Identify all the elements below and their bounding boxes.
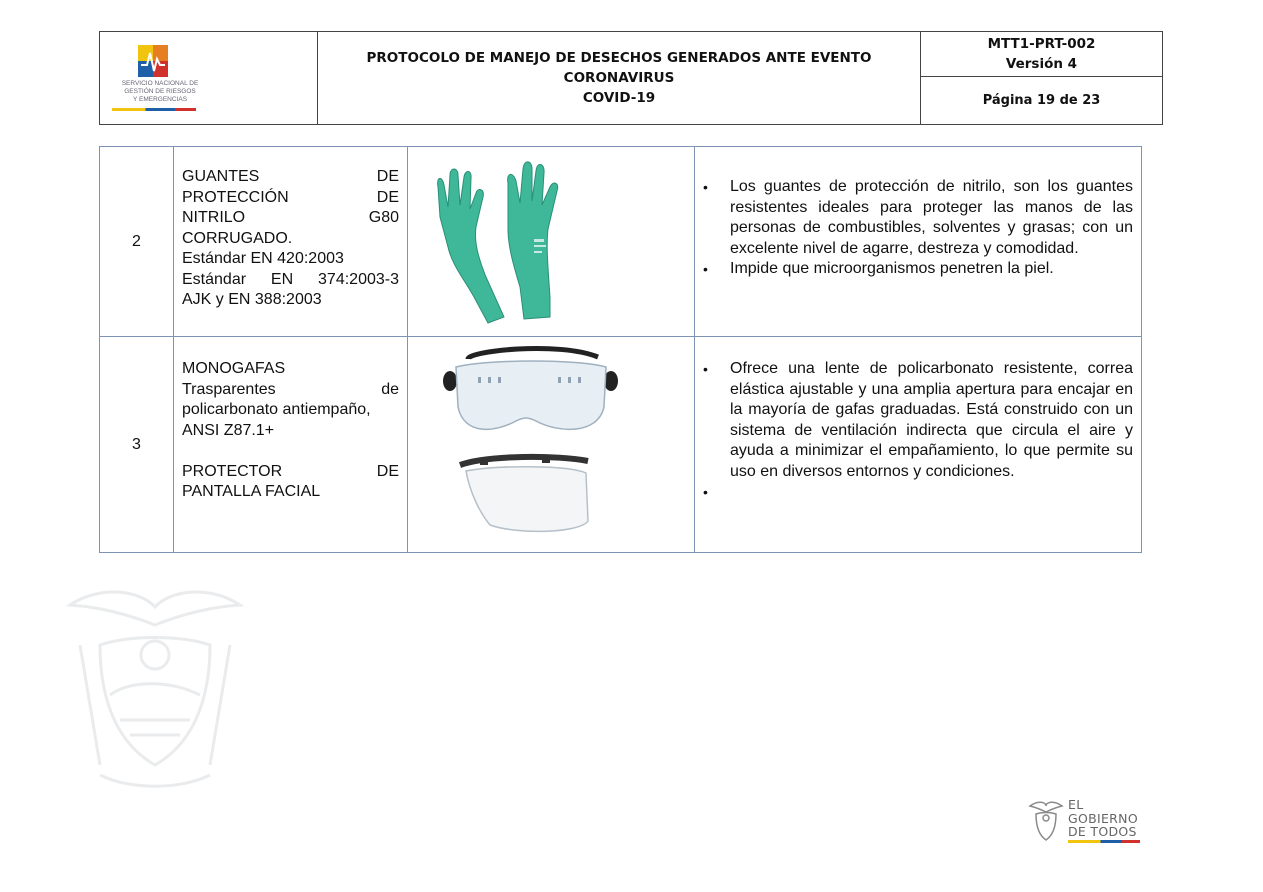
item-image-cell: [408, 147, 695, 337]
description-bullet: • Ofrece una lente de policarbonato resistente, correa elástica ajustable y una amplia apertura para encajar en la mayoría de gafas graduadas. Está construido con un sistema de ventilación indirecta que circula el aire y ayuda a minimizar el empañamiento, lo que permite su uso en diversos entornos y condiciones.: [730, 359, 1133, 482]
table-row: [100, 147, 1142, 337]
document-meta: [921, 32, 1162, 124]
coat-of-arms-watermark: [60, 585, 250, 795]
description-list: [730, 177, 1133, 280]
government-seal-icon: [1028, 798, 1064, 842]
government-color-bar: [1068, 840, 1140, 843]
logo-color-bar: [112, 108, 196, 111]
org-logo: [100, 32, 318, 124]
row-number: 3: [100, 337, 174, 553]
item-name-cell: GUANTES DE PROTECCIÓN DE NITRILO G80 CORRUGADO. Estándar EN 420:2003 Estándar EN 374:2003-3 AJK y EN 388:2003: [174, 147, 408, 337]
document-version: Versión 4: [1005, 56, 1078, 72]
row-number: 2: [100, 147, 174, 337]
sngre-logo-icon: [138, 45, 168, 77]
description-bullet: [730, 482, 1133, 503]
government-logo: [1028, 798, 1143, 844]
nitrile-gloves-image: [408, 147, 694, 331]
description-bullet: • Impide que microorganismos penetren la piel.: [730, 259, 1133, 280]
item-image-cell: [408, 337, 695, 553]
goggles-and-face-shield-image: [408, 337, 694, 547]
description-bullet: • Los guantes de protección de nitrilo, son los guantes resistentes ideales para proteger las manos de las personas de combustibles, solventes y grasas; con un excelente nivel de agarre, destreza y comodidad.: [730, 177, 1133, 259]
government-logo-text: EL GOBIERNO DE TODOS: [1068, 797, 1138, 839]
document-title: PROTOCOLO DE MANEJO DE DESECHOS GENERADOS ANTE EVENTO CORONAVIRUS COVID-19: [318, 32, 921, 124]
item-description-cell: [695, 337, 1142, 553]
document-code-cell: [921, 32, 1162, 77]
goggles-icon: [443, 348, 618, 429]
page-number: Página 19 de 23: [982, 93, 1101, 108]
org-name: SERVICIO NACIONAL DE GESTIÓN DE RIESGOS Y EMERGENCIAS: [121, 80, 199, 103]
table-row: [100, 337, 1142, 553]
item-name-cell: MONOGAFAS Trasparentes de policarbonato antiempaño, ANSI Z87.1+ PROTECTOR DE PANTALLA FACIAL: [174, 337, 408, 553]
description-list: [730, 359, 1133, 503]
document-header: [99, 31, 1163, 125]
face-shield-icon: [460, 455, 588, 531]
document-code: MTT1-PRT-002: [987, 36, 1096, 52]
item-description-cell: [695, 147, 1142, 337]
equipment-table: [99, 146, 1142, 553]
